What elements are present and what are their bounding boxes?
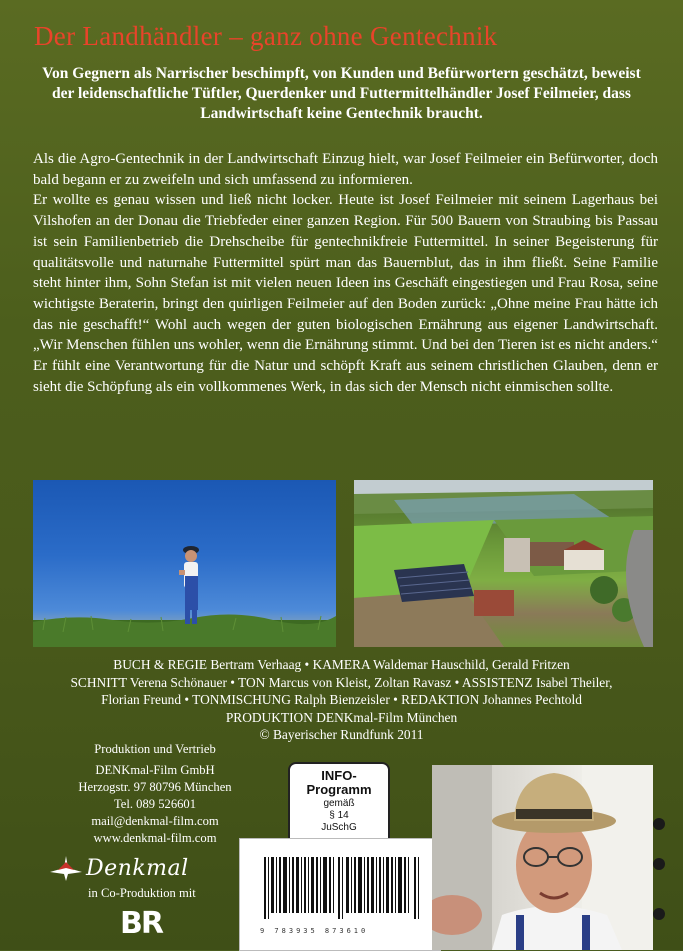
body-paragraph-1: Als die Agro-Gentechnik in der Landwirtschaft Einzug hielt, war Josef Feilmeier ein Befürworter, doch bald begann er zu zweifeln und sich umfassend zu informieren. — [33, 151, 658, 188]
contact-heading: Produktion und Vertrieb — [94, 742, 216, 756]
credits-line: Florian Freund • TONMISCHUNG Ralph Bienzeisler • REDAKTION Johannes Pechtold — [101, 692, 582, 708]
lead-paragraph: Von Gegnern als Narrischer beschimpft, von Kunden und Befürwortern geschätzt, beweist der leidenschaftliche Tüftler, Querdenker und Futtermittelhändler Josef Feilmeier, dass Landwirtschaft keine Gentechnik braucht. — [42, 65, 641, 122]
barcode — [239, 838, 441, 951]
page-title: Der Landhändler – ganz ohne Gentechnik — [34, 21, 498, 51]
contact-email[interactable]: mail@denkmal-film.com — [91, 814, 219, 828]
punch-hole — [653, 818, 665, 830]
photo-farmer-in-field — [33, 480, 336, 647]
barcode-number: 9 783935 873610 — [260, 927, 369, 935]
credits-line: PRODUKTION DENKmal-Film München — [225, 709, 458, 725]
contact-phone: Tel. 089 526601 — [113, 797, 197, 811]
contact-block — [40, 741, 270, 847]
contact-street: Herzogstr. 97 80796 München — [78, 780, 232, 794]
info-line-4: § 14 — [329, 810, 349, 821]
body-paragraph-2: Er wollte es genau wissen und ließ nicht locker. Heute ist Josef Feilmeier mit seinem Lagerhaus bei Vilshofen an der Donau die Triebfeder einer ganzen Region. Für 500 Bauern von Straubing bis Passau ist sein Familienbetrieb die Drehscheibe für gentechnikfreie Futtermittel. In seiner Begeisterung für qualitätsvolle und naturnahe Futtermittel spürt man das Bauernblut, das in ihm fließt. Seine Familie steht hinter ihm, Sohn Stefan ist mit vielen neuen Ideen ins Geschäft eingestiegen und Frau Rosa, seine wichtigste Beraterin, bringt den quirligen Feilmeier auf den Boden zurück: „Ohne meine Frau hätte ich das nie geschafft!“ Wohl auch wegen der guten biologischen Ernährung aus eigener Landwirtschaft. „Wir Menschen fühlen uns wohler, wenn die Ernährung stimmt. Und bei den Tieren ist es nicht anders.“ — [33, 192, 658, 354]
body-text — [33, 149, 658, 397]
denkmal-wordmark: Denkmal — [86, 856, 189, 881]
info-line-3: gemäß — [323, 798, 355, 809]
credits-line: BUCH & REGIE Bertram Verhaag • KAMERA Waldemar Hauschild, Gerald Fritzen — [113, 657, 570, 672]
coproduction-label: in Co-Produktion mit — [88, 886, 196, 900]
info-line-5: JuSchG — [321, 822, 357, 833]
contact-company: DENKmal-Film GmbH — [95, 763, 215, 777]
denkmal-emblem-icon — [48, 854, 84, 882]
body-paragraph-3: Er fühlt eine Verantwortung für die Natur und schöpft Kraft aus seinem christlichen Glauben, denn er sieht die Schöpfung als ein vollkommenes Werk, in das sich der Mensch nicht einmischen sollte. — [33, 358, 658, 395]
photo-aerial-farm — [354, 480, 653, 647]
info-line-1: INFO- — [321, 768, 357, 783]
film-credits — [20, 656, 663, 744]
br-logo: BR — [120, 906, 162, 941]
photo-portrait-man-with-hat — [432, 765, 653, 950]
credits-line: © Bayerischer Rundfunk 2011 — [259, 727, 424, 743]
barcode-bars-icon — [264, 857, 422, 919]
punch-hole — [653, 858, 665, 870]
punch-hole — [653, 908, 665, 920]
info-line-2: Programm — [306, 782, 372, 797]
denkmal-logo — [48, 854, 248, 884]
contact-website[interactable]: www.denkmal-film.com — [93, 831, 217, 845]
credits-line: SCHNITT Verena Schönauer • TON Marcus von Kleist, Zoltan Ravasz • ASSISTENZ Isabel Theiler, — [70, 674, 613, 690]
